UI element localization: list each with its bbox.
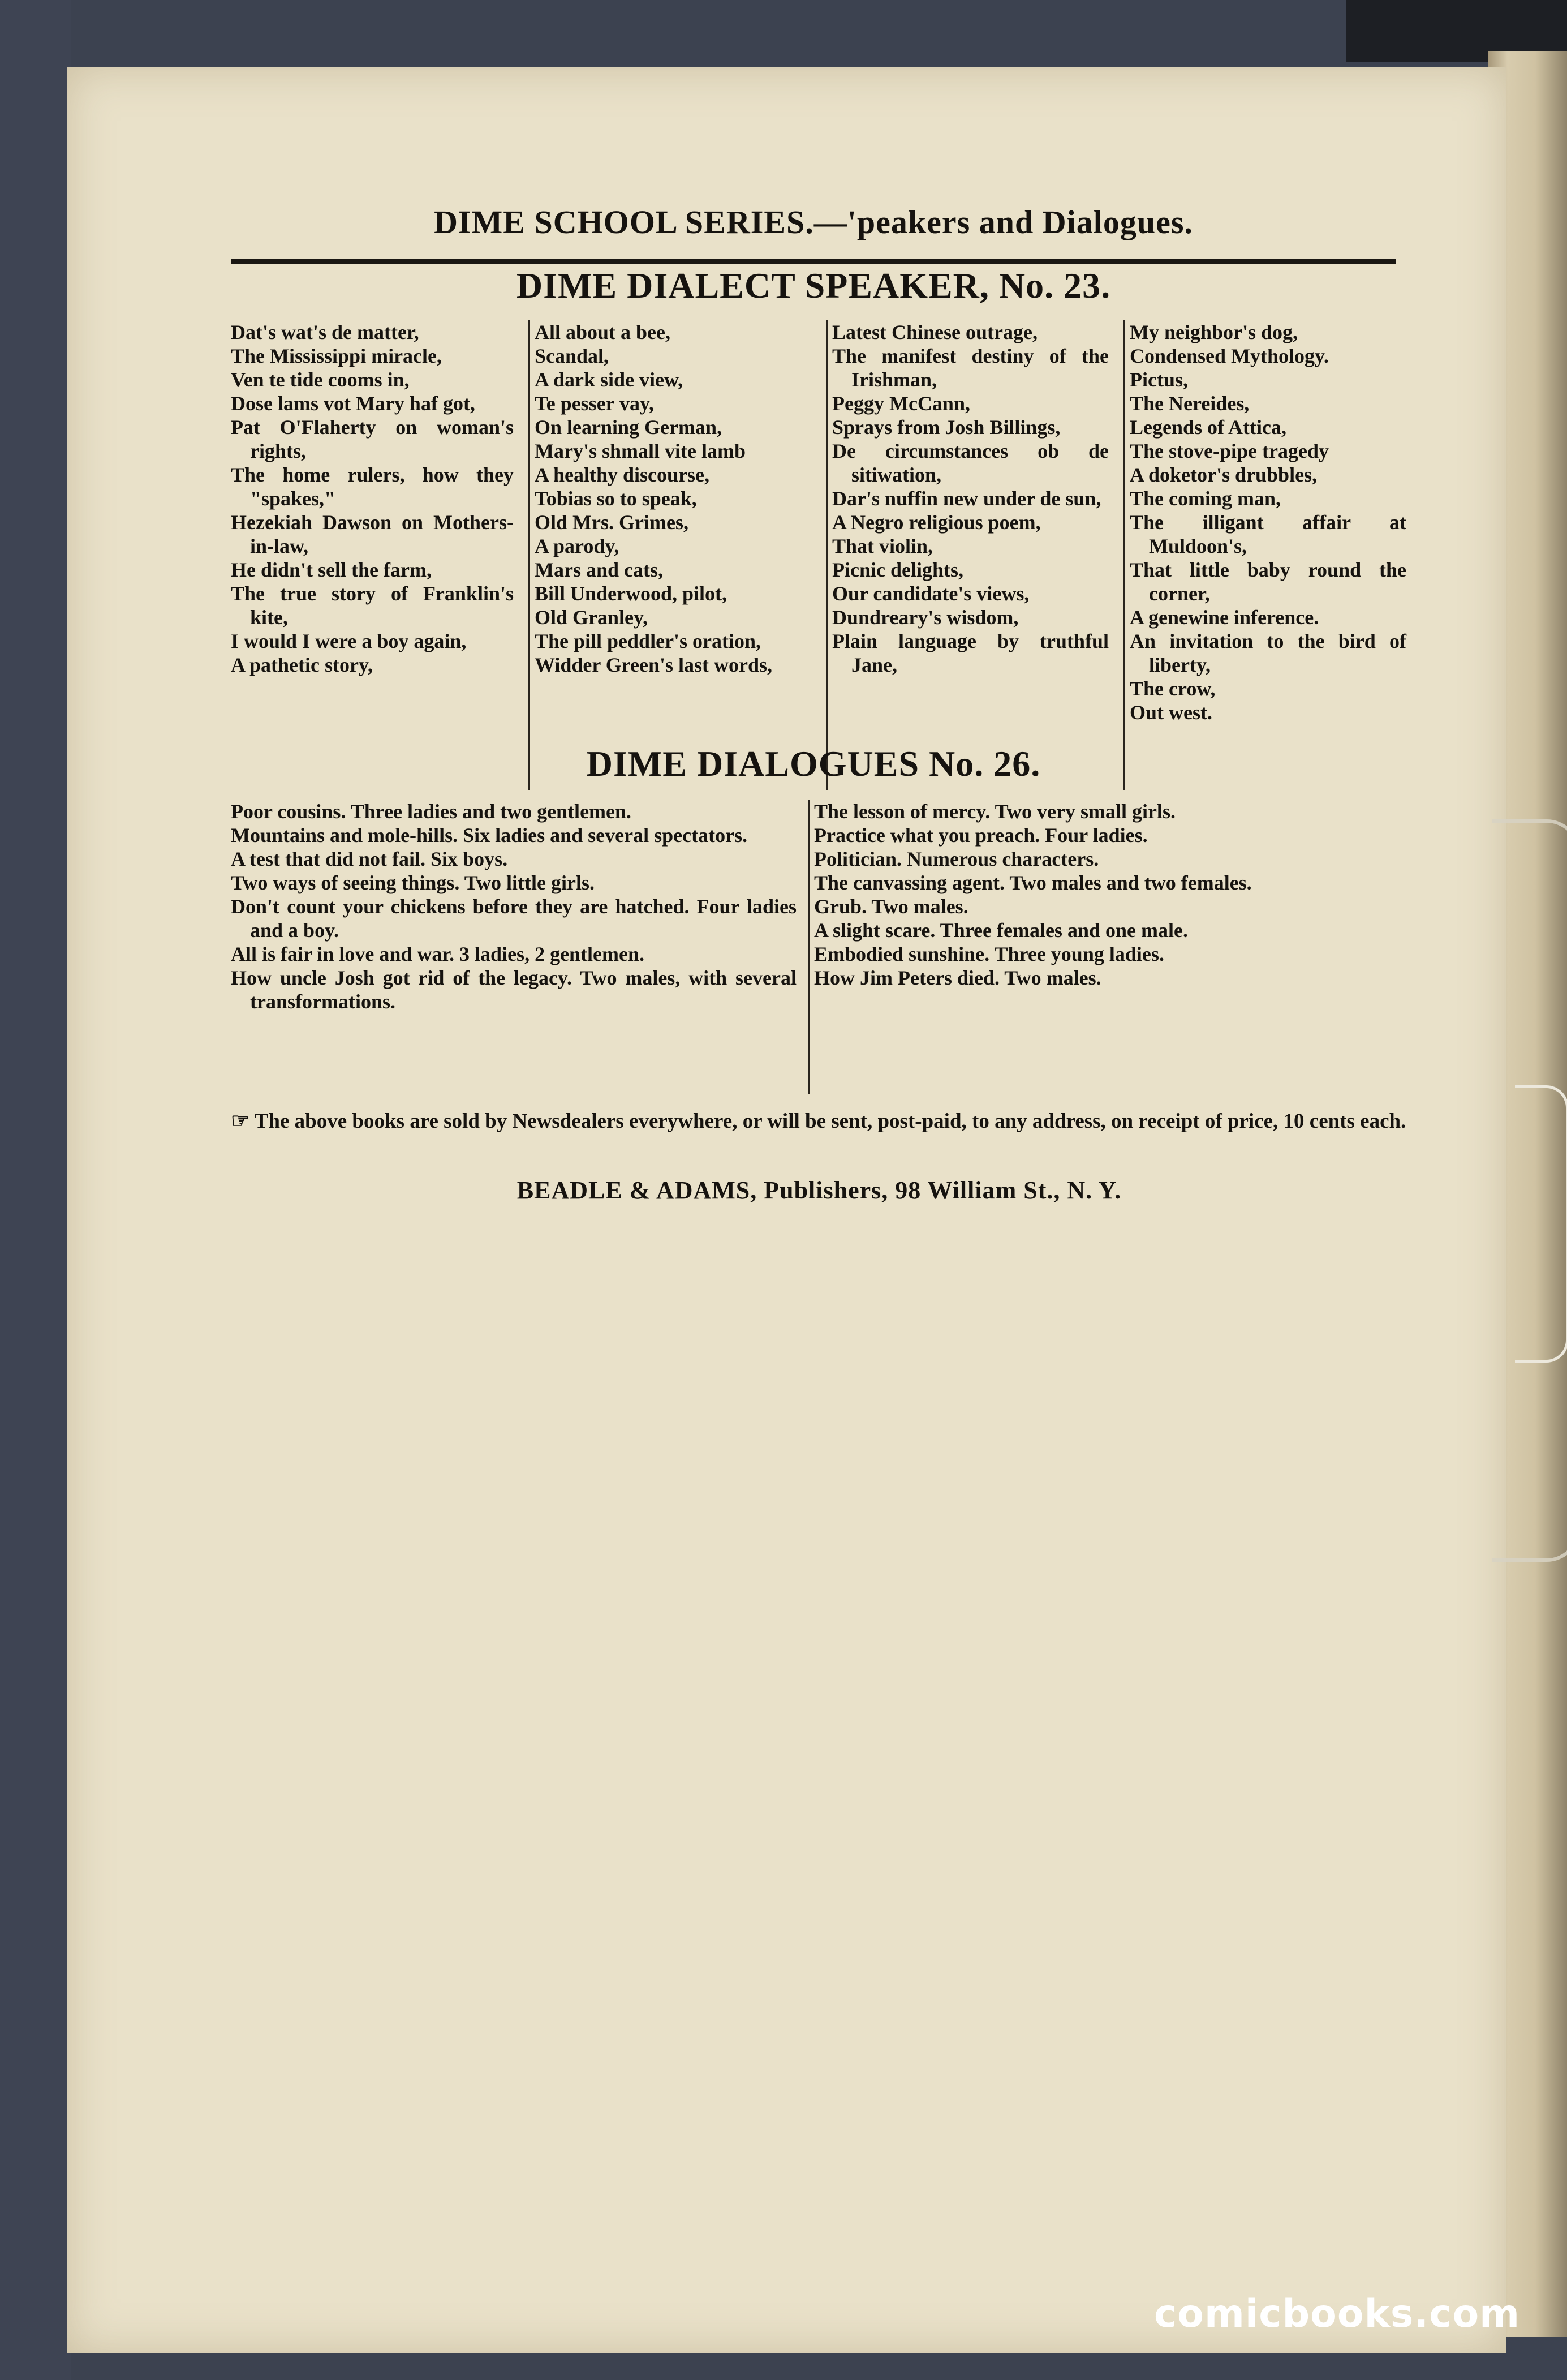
speaker-entry: Mary's shmall vite lamb: [535, 440, 746, 462]
speaker-entry: A healthy discourse,: [535, 463, 710, 486]
watermark-text: comicbooks.com: [1154, 2292, 1521, 2336]
speaker-entry: Dar's nuffin new under de sun,: [832, 487, 1101, 510]
dialogues-contents: [231, 800, 1407, 1094]
speaker-column-2: [528, 320, 811, 790]
dialogue-entry: Grub. Two males.: [814, 895, 968, 918]
speaker-entry: Hezekiah Dawson on Mothers-in-law,: [231, 511, 514, 557]
speaker-entry: He didn't sell the farm,: [231, 559, 432, 581]
speaker-column-4: [1123, 320, 1406, 790]
speaker-entry: The Mississippi miracle,: [231, 345, 442, 367]
speaker-title: DIME DIALECT SPEAKER, No. 23.: [516, 265, 1111, 306]
dialogue-entry: Embodied sunshine. Three young ladies.: [814, 943, 1164, 965]
speaker-entry: A genewine inference.: [1130, 606, 1319, 629]
speaker-entry: A dark side view,: [535, 368, 683, 391]
page-content: [67, 67, 1506, 2353]
book-page: [67, 67, 1506, 2353]
binding-thread-loop: [1515, 1085, 1567, 1363]
speaker-entry: Mars and cats,: [535, 559, 663, 581]
speaker-entry: The stove-pipe tragedy: [1130, 440, 1329, 462]
dialogue-entry: How uncle Josh got rid of the legacy. Two males, with several transformations.: [231, 966, 797, 1013]
publisher-line: BEADLE & ADAMS, Publishers, 98 William St., N. Y.: [516, 1176, 1122, 1204]
speaker-entry: That violin,: [832, 535, 933, 557]
background-left: [0, 0, 71, 2380]
speaker-entry: Scandal,: [535, 345, 609, 367]
speaker-entry: Dat's wat's de matter,: [231, 321, 419, 343]
page-header: DIME SCHOOL SERIES.—'peakers and Dialogues.: [231, 186, 1396, 264]
speaker-entry: My neighbor's dog,: [1130, 321, 1298, 343]
dialogue-entry: The canvassing agent. Two males and two females.: [814, 871, 1252, 894]
dialogue-entry: Practice what you preach. Four ladies.: [814, 824, 1148, 847]
speaker-entry: Picnic delights,: [832, 559, 963, 581]
dialogues-title: DIME DIALOGUES No. 26.: [586, 744, 1041, 784]
dialogue-entry: Poor cousins. Three ladies and two gentlemen.: [231, 800, 632, 823]
dialogue-entry: Don't count your chickens before they are hatched. Four ladies and a boy.: [231, 895, 797, 942]
speaker-entry: A pathetic story,: [231, 654, 373, 676]
speaker-entry: Old Mrs. Grimes,: [535, 511, 688, 534]
dialogue-entry: The lesson of mercy. Two very small girls.: [814, 800, 1176, 823]
dialogue-entry: How Jim Peters died. Two males.: [814, 966, 1101, 989]
speaker-entry: Legends of Attica,: [1130, 416, 1286, 439]
speaker-entry: Old Granley,: [535, 606, 648, 629]
speaker-entry: The illigant affair at Muldoon's,: [1130, 511, 1406, 557]
speaker-entry: On learning German,: [535, 416, 722, 439]
dialogue-entry: Mountains and mole-hills. Six ladies and several spectators.: [231, 824, 748, 847]
speaker-entry: De circumstances ob de sitiwation,: [832, 440, 1109, 486]
speaker-entry: Plain language by truthful Jane,: [832, 630, 1109, 676]
speaker-entry: The true story of Franklin's kite,: [231, 582, 514, 629]
speaker-entry: A parody,: [535, 535, 619, 557]
speaker-entry: Condensed Mythology.: [1130, 345, 1329, 367]
speaker-entry: Te pesser vay,: [535, 392, 655, 415]
speaker-entry: The Nereides,: [1130, 392, 1250, 415]
speaker-column-3: [826, 320, 1109, 790]
speaker-entry: Widder Green's last words,: [535, 654, 773, 676]
speaker-entry: I would I were a boy again,: [231, 630, 467, 652]
speaker-entry: The pill peddler's oration,: [535, 630, 761, 652]
dialogue-entry: Two ways of seeing things. Two little girls.: [231, 871, 595, 894]
speaker-entry: The manifest destiny of the Irishman,: [832, 345, 1109, 391]
sales-notice: ☞ The above books are sold by Newsdealers everywhere, or will be sent, post-paid, to any address, on receipt of price, 10 cents each.: [231, 1110, 1406, 1133]
speaker-entry: Peggy McCann,: [832, 392, 970, 415]
speaker-entry: All about a bee,: [535, 321, 671, 343]
dialogue-entry: A slight scare. Three females and one male.: [814, 919, 1188, 942]
dialogue-entry: Politician. Numerous characters.: [814, 848, 1099, 870]
speaker-entry: That little baby round the corner,: [1130, 559, 1406, 605]
speaker-entry: Dundreary's wisdom,: [832, 606, 1019, 629]
speaker-entry: Our candidate's views,: [832, 582, 1030, 605]
speaker-entry: A Negro religious poem,: [832, 511, 1041, 534]
speaker-entry: Out west.: [1130, 701, 1212, 724]
speaker-entry: Bill Underwood, pilot,: [535, 582, 727, 605]
speaker-entry: The home rulers, how they "spakes,": [231, 463, 514, 510]
speaker-entry: Pat O'Flaherty on woman's rights,: [231, 416, 514, 462]
speaker-contents: [231, 320, 1407, 790]
speaker-entry: Dose lams vot Mary haf got,: [231, 392, 475, 415]
speaker-entry: Pictus,: [1130, 368, 1188, 391]
speaker-entry: Ven te tide cooms in,: [231, 368, 410, 391]
dialogues-column-left: [231, 800, 797, 1094]
speaker-entry: Sprays from Josh Billings,: [832, 416, 1061, 439]
speaker-entry: The coming man,: [1130, 487, 1281, 510]
speaker-column-1: [231, 320, 514, 790]
dialogue-entry: A test that did not fail. Six boys.: [231, 848, 508, 870]
speaker-entry: An invitation to the bird of liberty,: [1130, 630, 1406, 676]
speaker-entry: Latest Chinese outrage,: [832, 321, 1038, 343]
dialogue-entry: All is fair in love and war. 3 ladies, 2 gentlemen.: [231, 943, 645, 965]
dialogues-column-right: [808, 800, 1402, 1094]
speaker-entry: A doketor's drubbles,: [1130, 463, 1318, 486]
speaker-entry: Tobias so to speak,: [535, 487, 697, 510]
speaker-entry: The crow,: [1130, 677, 1216, 700]
